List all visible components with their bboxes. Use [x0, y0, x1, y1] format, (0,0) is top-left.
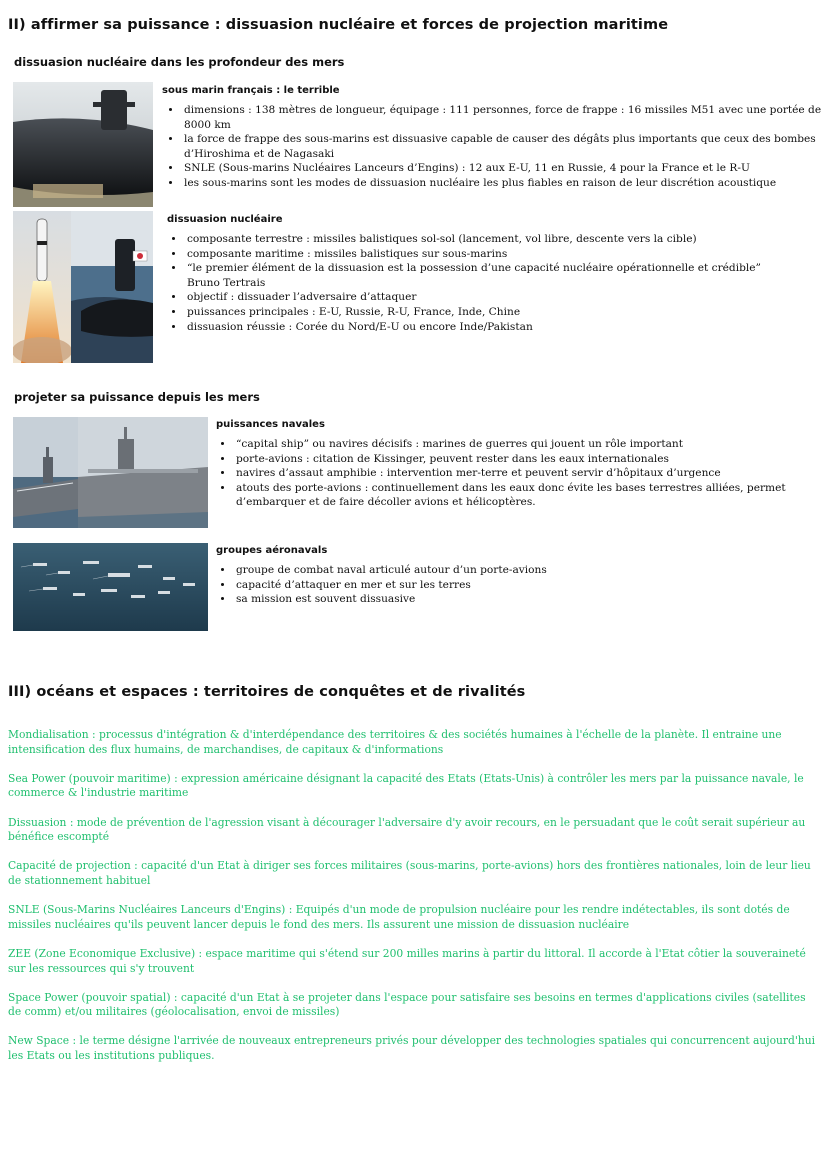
- missile-launch-photo: [13, 211, 71, 363]
- definition: SNLE (Sous-Marins Nucléaires Lanceurs d'Engins) : Equipés d'un mode de propulsion nucléaire pour les rendre indétectables, ils sont dotés de missiles nucléaires qu'ils peuvent lancer depuis le fond des mers. Ils assurent une mission de dissuasion nucléaire: [8, 903, 790, 931]
- naval-powers-bullets: [216, 437, 828, 510]
- list-item: • groupe de combat naval articulé autour d’un porte-avions: [234, 563, 828, 578]
- list-item: • porte-avions : citation de Kissinger, peuvent rester dans les eaux internationales: [234, 452, 828, 467]
- list-item: • “le premier élément de la dissuasion est la possession d’une capacité nucléaire opérationnelle et crédible” Bruno Tertrais: [185, 261, 787, 290]
- carrier-groups-label: groupes aéronavals: [216, 545, 328, 556]
- list-item: • la force de frappe des sous-marins est dissuasive capable de causer des dégâts plus importants que ceux des bombes d’Hiroshima et de Nagasaki: [182, 132, 828, 161]
- deterrence-label: dissuasion nucléaire: [167, 214, 283, 225]
- list-item: • composante maritime : missiles balistiques sur sous-marins: [185, 247, 825, 262]
- list-item: • sa mission est souvent dissuasive: [234, 592, 828, 607]
- definition: ZEE (Zone Economique Exclusive) : espace maritime qui s'étend sur 200 milles marins à partir du littoral. Il accorde à l'Etat côtier la souveraineté sur les ressources qui s'y trouvent: [8, 946, 806, 975]
- list-item: • puissances principales : E-U, Russie, R-U, France, Inde, Chine: [185, 305, 825, 320]
- definition: Capacité de projection : capacité d'un Etat à diriger ses forces militaires (sous-marins, porte-avions) hors des frontières nationales, loin de leur lieu de stationnement habituel: [8, 859, 811, 887]
- submarine-photo: [13, 82, 153, 207]
- list-item: • les sous-marins sont les modes de dissuasion nucléaire les plus fiables en raison de leur discrétion acoustique: [182, 176, 828, 191]
- list-item: • “capital ship” ou navires décisifs : marines de guerres qui jouent un rôle important: [234, 437, 828, 452]
- aircraft-carrier-photo: [13, 417, 78, 528]
- definition: Dissuasion : mode de prévention de l'agression visant à décourager l'adversaire d'y avoir recours, en le persuadant que le coût serait supérieur au bénéfice escompté: [8, 815, 806, 844]
- part-2-title: projeter sa puissance depuis les mers: [14, 390, 260, 404]
- list-item: • dimensions : 138 mètres de longueur, équipage : 111 personnes, force de frappe : 16 missiles M51 avec une portée de 8000 km: [182, 103, 828, 132]
- definition: New Space : le terme désigne l'arrivée de nouveaux entrepreneurs privés pour développer des technologies spatiales qui concurrencent aujourd'hui les Etats ou les institutions publiques.: [8, 1034, 815, 1063]
- deterrence-bullets: [167, 232, 825, 334]
- part-1-title: dissuasion nucléaire dans les profondeur des mers: [14, 55, 345, 69]
- definition: Sea Power (pouvoir maritime) : expression américaine désignant la capacité des Etats (Etats-Unis) à contrôler les mers par la puissance navale, le commerce & l'industrie maritime: [8, 771, 804, 800]
- list-item: • objectif : dissuader l’adversaire d’attaquer: [185, 290, 825, 305]
- submarine-bullets: [164, 103, 828, 191]
- section-3-title: III) océans et espaces : territoires de conquêtes et de rivalités: [8, 684, 526, 700]
- list-item: • dissuasion réussie : Corée du Nord/E-U ou encore Inde/Pakistan: [185, 320, 825, 335]
- carrier-groups-bullets: [216, 563, 828, 607]
- naval-fleet-photo: [13, 543, 208, 631]
- list-item: • composante terrestre : missiles balistiques sol-sol (lancement, vol libre, descente vers la cible): [185, 232, 825, 247]
- submarine-label: sous marin français : le terrible: [162, 85, 340, 96]
- submarine-at-sea-photo: [71, 211, 153, 363]
- definition: Mondialisation : processus d'intégration & d'interdépendance des territoires & des sociétés humaines à l'échelle de la planète. Il entraine une intensification des flux humains, de marchandises, de capitaux & d'informations: [8, 728, 782, 756]
- naval-powers-label: puissances navales: [216, 419, 325, 430]
- definition: Space Power (pouvoir spatial) : capacité d'un Etat à se projeter dans l'espace pour satisfaire ses besoins en termes d'applications civiles (satellites de comm) et/ou militaires (géolocalisation, envoi de missiles): [8, 990, 806, 1019]
- definitions-list: [8, 728, 820, 1078]
- list-item: • SNLE (Sous-marins Nucléaires Lanceurs d’Engins) : 12 aux E-U, 11 en Russie, 4 pour la France et le R-U: [182, 161, 828, 176]
- list-item: • capacité d’attaquer en mer et sur les terres: [234, 578, 828, 593]
- list-item: • navires d’assaut amphibie : intervention mer-terre et peuvent servir d’hôpitaux d’urgence: [234, 466, 828, 481]
- section-2-title: II) affirmer sa puissance : dissuasion nucléaire et forces de projection maritime: [8, 17, 669, 33]
- amphibious-assault-ship-photo: [78, 417, 208, 528]
- list-item: • atouts des porte-avions : continuellement dans les eaux donc évite les bases terrestres alliées, permet d’embarquer et de faire décoller avions et hélicoptères.: [234, 481, 828, 510]
